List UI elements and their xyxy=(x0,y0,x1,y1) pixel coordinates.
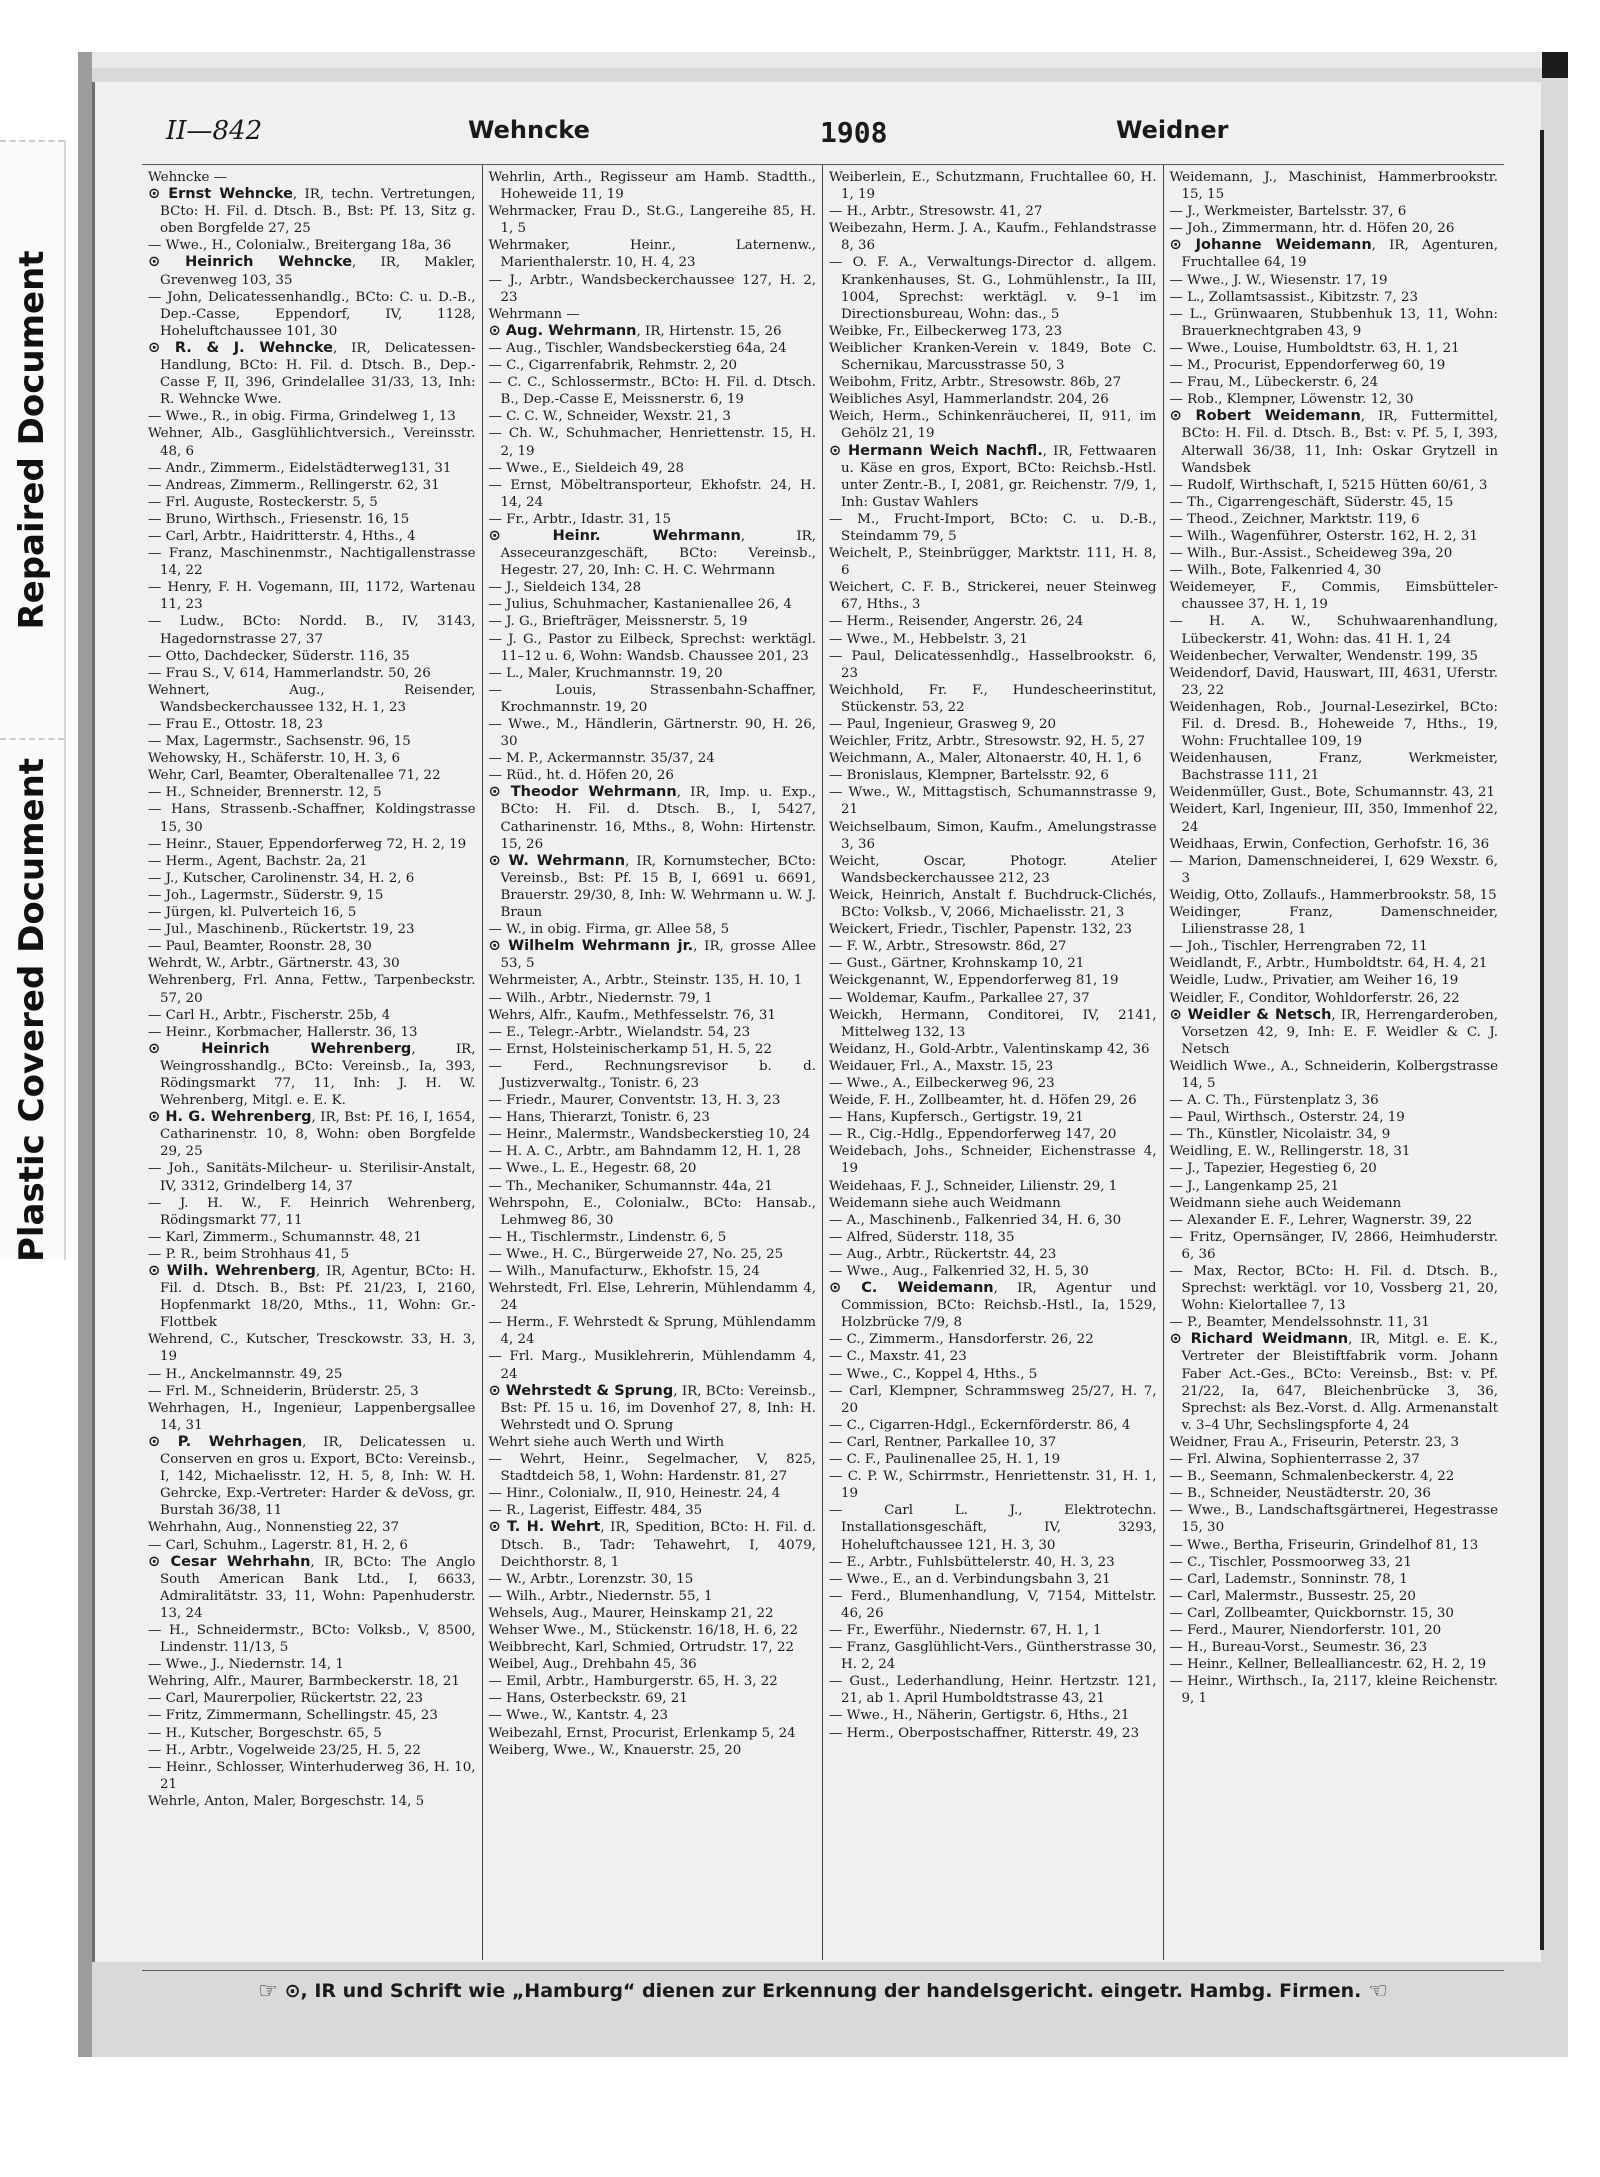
directory-entry: Weidenbecher, Verwalter, Wendenstr. 199, 35 xyxy=(1169,648,1478,664)
directory-entry: Weidler, F., Conditor, Wohldorferstr. 26, 22 xyxy=(1169,990,1460,1006)
directory-entry: ⊙ P. Wehrhagen, IR, Delicatessen u. Conserven en gros u. Export, BCto: Vereinsb., I, 142, Michaelisstr. 12, H. 5, 8, Inh: W. H. Gehrcke, Exp.-Vertreter: Harder & deVoss, gr. Burstah 36/38, 11 xyxy=(148,1433,476,1519)
directory-entry: ⊙ Weidler & Netsch, IR, Herrengarderoben, Vorsetzen 42, 9, Inh: E. F. Weidler & C. J. Netsch xyxy=(1169,1006,1498,1057)
directory-entry: — Wwe., E., an d. Verbindungsbahn 3, 21 xyxy=(829,1571,1111,1587)
directory-entry: Weidlandt, F., Arbtr., Humboldtstr. 64, H. 4, 21 xyxy=(1169,956,1488,972)
column-4 xyxy=(1164,165,1505,1960)
directory-entry: Wehner, Alb., Gasglühlichtversich., Vereinsstr. 48, 6 xyxy=(148,426,476,459)
directory-columns xyxy=(142,164,1504,1960)
directory-entry: ⊙ Wehrstedt & Sprung, IR, BCto: Vereinsb., Bst: Pf. 15 u. 16, im Dovenhof 27, 8, Inh: H. Wehrstedt und O. Sprung xyxy=(488,1382,816,1433)
directory-entry: Wehrstedt, Frl. Else, Lehrerin, Mühlendamm 4, 24 xyxy=(488,1281,816,1314)
directory-entry: — Wilh., Bote, Falkenried 4, 30 xyxy=(1169,563,1382,579)
directory-entry: — L., Grünwaaren, Stubbenhuk 13, 11, Wohn: Brauerknechtgraben 43, 9 xyxy=(1169,306,1498,339)
directory-entry: — Wwe., H., Näherin, Gertigstr. 6, Hths., 21 xyxy=(829,1708,1130,1724)
directory-entry: ⊙ Johanne Weidemann, IR, Agenturen, Fruchtallee 64, 19 xyxy=(1169,237,1498,271)
plastic-covered-label: Plastic Covered Document xyxy=(12,757,52,1263)
directory-entry: — Paul, Ingenieur, Grasweg 9, 20 xyxy=(829,717,1057,732)
directory-entry: ⊙ Wilh. Wehrenberg, IR, Agentur, BCto: H. Fil. d. Dtsch. B., Bst: Pf. 21/23, I, 2160, Hopfenmarkt 18/20, Mths., 11, Wohn: Gr.-Flottbek xyxy=(148,1263,476,1331)
directory-entry: — Max, Rector, BCto: H. Fil. d. Dtsch. B., Sprechst: werktägl. vor 10, Vossberg 21, 20, Wohn: Kielortallee 7, 13 xyxy=(1169,1264,1498,1314)
directory-entry: Weidert, Karl, Ingenieur, III, 350, Immenhof 22, 24 xyxy=(1169,802,1498,835)
directory-entry: — Hans, Kupfersch., Gertigstr. 19, 21 xyxy=(829,1110,1084,1126)
directory-entry: — Th., Mechaniker, Schumannstr. 44a, 21 xyxy=(488,1178,773,1194)
directory-entry: — M., Procurist, Eppendorferweg 60, 19 xyxy=(1169,358,1446,374)
directory-entry: — C. F., Paulinenallee 25, H. 1, 19 xyxy=(829,1452,1061,1468)
directory-entry: — Wwe., H., Colonialw., Breitergang 18a, 36 xyxy=(148,238,452,254)
directory-entry: Wehrmacker, Frau D., St.G., Langereihe 85, H. 1, 5 xyxy=(488,204,816,237)
directory-entry: — J., Tapezier, Hegestieg 6, 20 xyxy=(1169,1161,1377,1177)
directory-entry: Weichert, C. F. B., Strickerei, neuer Steinweg 67, Hths., 3 xyxy=(829,580,1157,613)
directory-entry: Wehrspohn, E., Colonialw., BCto: Hansab., Lehmweg 86, 30 xyxy=(488,1195,816,1228)
directory-entry: — Carl, Rentner, Parkallee 10, 37 xyxy=(829,1434,1057,1450)
directory-entry: — E., Arbtr., Fuhlsbüttelerstr. 40, H. 3, 23 xyxy=(829,1554,1115,1570)
page-header xyxy=(138,116,1518,160)
directory-entry: — Ferd., Blumenhandlung, V, 7154, Mittelstr. 46, 26 xyxy=(829,1588,1157,1621)
directory-entry: — H., Tischlermstr., Lindenstr. 6, 5 xyxy=(488,1229,727,1245)
directory-entry: — W., in obig. Firma, gr. Allee 58, 5 xyxy=(488,922,730,938)
directory-entry: — Carl, Arbtr., Haidritterstr. 4, Hths., 4 xyxy=(148,528,416,544)
directory-entry: — Woldemar, Kaufm., Parkallee 27, 37 xyxy=(829,990,1090,1006)
column-2 xyxy=(483,165,824,1960)
directory-entry: Weickgenannt, W., Eppendorferweg 81, 19 xyxy=(829,973,1119,989)
directory-entry: — Paul, Wirthsch., Osterstr. 24, 19 xyxy=(1169,1110,1405,1126)
directory-entry: Weichhold, Fr. F., Hundescheerinstitut, Stückenstr. 53, 22 xyxy=(829,682,1157,715)
directory-entry: — J. G., Pastor zu Eilbeck, Sprechst: werktägl. 11–12 u. 6, Wohn: Wandsb. Chaussee 201, 23 xyxy=(488,631,816,664)
directory-entry: — Joh., Sanitäts-Milcheur- u. Sterilisir-Anstalt, IV, 3312, Grindelberg 14, 37 xyxy=(148,1161,476,1194)
directory-entry: — Carl, Zollbeamter, Quickbornstr. 15, 30 xyxy=(1169,1605,1454,1621)
directory-entry: Weickh, Hermann, Conditorei, IV, 2141, Mittelweg 132, 13 xyxy=(829,1007,1157,1040)
directory-entry: — Marion, Damenschneiderei, I, 629 Wexstr. 6, 3 xyxy=(1169,853,1498,886)
directory-entry: — Fritz, Zimmermann, Schellingstr. 45, 23 xyxy=(148,1708,438,1724)
repaired-document-label: Repaired Document xyxy=(12,250,52,630)
directory-entry: Wehring, Alfr., Maurer, Barmbeckerstr. 18, 21 xyxy=(148,1674,460,1690)
directory-entry: — B., Schneider, Neustädterstr. 20, 36 xyxy=(1169,1486,1431,1502)
directory-entry: — J. G., Briefträger, Meissnerstr. 5, 19 xyxy=(488,614,748,630)
directory-entry: — Theod., Zeichner, Marktstr. 119, 6 xyxy=(1169,511,1420,527)
directory-entry: Weidanz, H., Gold-Arbtr., Valentinskamp 42, 36 xyxy=(829,1041,1150,1057)
directory-entry: Wehrenberg, Frl. Anna, Fettw., Tarpenbeckstr. 57, 20 xyxy=(148,973,476,1006)
directory-entry: — A. C. Th., Fürstenplatz 3, 36 xyxy=(1169,1093,1379,1109)
directory-entry: — Frau E., Ottostr. 18, 23 xyxy=(148,717,323,732)
page-number: II—842 xyxy=(166,116,263,146)
directory-entry: — Hinr., Colonialw., II, 910, Heinestr. 24, 4 xyxy=(488,1486,781,1502)
directory-entry: — Carl, Malermstr., Bussestr. 25, 20 xyxy=(1169,1588,1416,1604)
page-left-edge xyxy=(78,52,92,2057)
directory-entry: Weibohm, Fritz, Arbtr., Stresowstr. 86b, 27 xyxy=(829,375,1122,391)
directory-entry: Weichler, Fritz, Arbtr., Stresowstr. 92, H. 5, 27 xyxy=(829,734,1146,750)
directory-entry: — Carl H., Arbtr., Fischerstr. 25b, 4 xyxy=(148,1007,391,1023)
directory-entry: — C. C. W., Schneider, Wexstr. 21, 3 xyxy=(488,409,731,425)
directory-entry: ⊙ W. Wehrmann, IR, Kornumstecher, BCto: Vereinsb., Bst: Pf. 15 B, I, 6691 u. 6691, Brauerstr. 29/30, 8, Inh: W. Wehrmann u. W. J. Braun xyxy=(488,852,816,921)
directory-entry: Weidinger, Franz, Damenschneider, Lilienstrasse 28, 1 xyxy=(1169,905,1498,938)
directory-entry: — Gust., Gärtner, Krohnskamp 10, 21 xyxy=(829,956,1085,972)
directory-entry: — M. P., Ackermannstr. 35/37, 24 xyxy=(488,751,715,767)
directory-entry: — C., Zimmerm., Hansdorferstr. 26, 22 xyxy=(829,1332,1094,1348)
directory-entry: — Wilh., Manufacturw., Ekhofstr. 15, 24 xyxy=(488,1264,760,1279)
directory-entry: — Heinr., Kellner, Bellealliancestr. 62, H. 2, 19 xyxy=(1169,1657,1487,1673)
directory-entry: ⊙ Heinrich Wehncke, IR, Makler, Grevenweg 103, 35 xyxy=(148,254,476,288)
directory-entry: Weiberg, Wwe., W., Knauerstr. 25, 20 xyxy=(488,1742,742,1758)
directory-entry: ⊙ T. H. Wehrt, IR, Spedition, BCto: H. Fil. d. Dtsch. B., Tadr: Tehawehrt, I, 4079, Deichthorstr. 8, 1 xyxy=(488,1519,816,1570)
directory-entry: — J., Werkmeister, Bartelsstr. 37, 6 xyxy=(1169,204,1407,220)
directory-entry: ⊙ Wilhelm Wehrmann jr., IR, grosse Allee 53, 5 xyxy=(488,938,816,972)
directory-entry: — Rob., Klempner, Löwenstr. 12, 30 xyxy=(1169,392,1414,408)
directory-entry: — Wwe., L. E., Hegestr. 68, 20 xyxy=(488,1161,697,1177)
directory-entry: — Wwe., B., Landschaftsgärtnerei, Hegestrasse 15, 30 xyxy=(1169,1503,1498,1536)
directory-entry: — Alexander E. F., Lehrer, Wagnerstr. 39, 22 xyxy=(1169,1212,1473,1228)
directory-entry: — P. R., beim Strohhaus 41, 5 xyxy=(148,1246,350,1262)
directory-entry: Weidenhagen, Rob., Journal-Lesezirkel, BCto: Fil. d. Dresd. B., Hoheweide 7, Hths., 19, Wohn: Fruchtallee 109, 19 xyxy=(1169,699,1498,750)
directory-entry: — Louis, Strassenbahn-Schaffner, Krochmannstr. 19, 20 xyxy=(488,682,816,715)
directory-entry: — C., Tischler, Possmoorweg 33, 21 xyxy=(1169,1554,1412,1570)
directory-entry: ⊙ Cesar Wehrhahn, IR, BCto: The Anglo South American Bank Ltd., I, 6633, Admiralitätstr. 33, 11, Wohn: Papenhuderstr. 13, 24 xyxy=(148,1553,476,1621)
directory-entry: — H., Arbtr., Stresowstr. 41, 27 xyxy=(829,204,1043,220)
directory-entry: — Frl. Marg., Musiklehrerin, Mühlendamm 4, 24 xyxy=(488,1349,816,1382)
directory-entry: Wehrmann — xyxy=(488,306,580,322)
directory-entry: — Wwe., A., Eilbeckerweg 96, 23 xyxy=(829,1075,1055,1091)
column-3 xyxy=(823,165,1164,1960)
directory-entry: — Heinr., Schlosser, Winterhuderweg 36, H. 10, 21 xyxy=(148,1759,476,1792)
directory-entry: — J., Sieldeich 134, 28 xyxy=(488,580,642,596)
directory-entry: — Wwe., H. C., Bürgerweide 27, No. 25, 25 xyxy=(488,1246,784,1262)
directory-entry: — Gust., Lederhandlung, Heinr. Hertzstr. 121, 21, ab 1. April Humboldtstrasse 43, 21 xyxy=(829,1674,1157,1707)
directory-entry: — C., Maxstr. 41, 23 xyxy=(829,1349,967,1365)
directory-entry: — H., Schneidermstr., BCto: Volksb., V, 8500, Lindenstr. 11/13, 5 xyxy=(148,1622,476,1656)
directory-entry: Weidhaas, Erwin, Confection, Gerhofstr. 16, 36 xyxy=(1169,836,1490,852)
directory-entry: — Bronislaus, Klempner, Bartelsstr. 92, 6 xyxy=(829,768,1109,784)
directory-entry: — Ferd., Rechnungsrevisor b. d. Justizverwaltg., Tonistr. 6, 23 xyxy=(488,1058,816,1091)
directory-entry: — H. A. C., Arbtr., am Bahndamm 12, H. 1, 28 xyxy=(488,1144,801,1160)
directory-entry: — J., Kutscher, Carolinenstr. 34, H. 2, 6 xyxy=(148,870,415,886)
directory-entry: — Rudolf, Wirthschaft, I, 5215 Hütten 60/61, 3 xyxy=(1169,477,1488,493)
directory-entry: — H., Kutscher, Borgeschstr. 65, 5 xyxy=(148,1725,382,1741)
directory-entry: — H., Anckelmannstr. 49, 25 xyxy=(148,1366,343,1382)
directory-entry: — Frl. M., Schneiderin, Brüderstr. 25, 3 xyxy=(148,1383,419,1399)
directory-entry: — Bruno, Wirthsch., Friesenstr. 16, 15 xyxy=(148,511,410,527)
directory-entry: — Th., Künstler, Nicolaistr. 34, 9 xyxy=(1169,1127,1391,1143)
directory-entry: — J., Langenkamp 25, 21 xyxy=(1169,1178,1340,1194)
directory-entry: ⊙ Richard Weidmann, IR, Mitgl. e. E. K., Vertreter der Bleistiftfabrik vorm. Johann Faber Act.-Ges., BCto: Vereinsb., Bst: v. Pf. 21/22, Ia, 647, Bleichenbrücke 3, 36, Sprechst: als Bez.-Vorst. d. Allg. Armenanstalt v. 3–4 Uhr, Sechslingspforte 4, 24 xyxy=(1169,1331,1498,1433)
directory-entry: — Heinr., Korbmacher, Hallerstr. 36, 13 xyxy=(148,1024,418,1040)
directory-entry: — Frl. Auguste, Rosteckerstr. 5, 5 xyxy=(148,494,378,510)
page-footer xyxy=(142,1970,1504,2004)
directory-entry: Weidenhausen, Franz, Werkmeister, Bachstrasse 111, 21 xyxy=(1169,751,1498,784)
directory-entry: — C., Cigarrenfabrik, Rehmstr. 2, 20 xyxy=(488,358,738,374)
corner-mark xyxy=(1542,52,1568,78)
first-entry-word: Wehncke xyxy=(468,116,590,144)
directory-entry: — Emil, Arbtr., Hamburgerstr. 65, H. 3, 22 xyxy=(488,1674,778,1690)
directory-entry: — Carl, Maurerpolier, Rückertstr. 22, 23 xyxy=(148,1691,423,1707)
directory-entry: — Ch. W., Schuhmacher, Henriettenstr. 15, H. 2, 19 xyxy=(488,426,816,459)
directory-entry: — Jul., Maschinenb., Rückertstr. 19, 23 xyxy=(148,922,415,938)
directory-entry: — Andreas, Zimmerm., Rellingerstr. 62, 31 xyxy=(148,477,440,493)
directory-entry: — Wwe., Bertha, Friseurin, Grindelhof 81, 13 xyxy=(1169,1537,1479,1553)
directory-entry: Weibel, Aug., Drehbahn 45, 36 xyxy=(488,1657,697,1673)
directory-entry: — Frl. Alwina, Sophienterrasse 2, 37 xyxy=(1169,1452,1420,1468)
directory-entry: — Herm., Agent, Bachstr. 2a, 21 xyxy=(148,853,368,869)
directory-entry: ⊙ C. Weidemann, IR, Agentur und Commission, BCto: Reichsb.-Hstl., Ia, 1529, Holzbrücke 7/9, 8 xyxy=(829,1280,1157,1331)
directory-entry: Weiberlein, E., Schutzmann, Fruchtallee 60, H. 1, 19 xyxy=(829,170,1157,203)
directory-entry: — Hans, Osterbeckstr. 69, 21 xyxy=(488,1691,688,1707)
directory-entry: — C. P. W., Schirrmstr., Henriettenstr. 31, H. 1, 19 xyxy=(829,1469,1157,1502)
directory-entry: — Joh., Tischler, Herrengraben 72, 11 xyxy=(1169,939,1428,955)
directory-entry: ⊙ Robert Weidemann, IR, Futtermittel, BCto: H. Fil. d. Dtsch. B., Bst: v. Pf. 5, I, 393, Alterwall 36/38, 11, Inh: Oskar Grytzell in Wandsbek xyxy=(1169,408,1498,476)
directory-entry: — Paul, Delicatessenhdlg., Hasselbrookstr. 6, 23 xyxy=(829,648,1157,681)
directory-entry: — O. F. A., Verwaltungs-Director d. allgem. Krankenhauses, St. G., Lohmühlenstr., Ia III, 1004, Sprechst: werktägl. v. 9–1 im Directionsbureau, Wohn: das., 5 xyxy=(829,255,1157,322)
directory-entry: Wehrdt, W., Arbtr., Gärtnerstr. 43, 30 xyxy=(148,956,400,972)
edition-year: 1908 xyxy=(820,116,888,149)
directory-entry: — Wilh., Arbtr., Niedernstr. 79, 1 xyxy=(488,990,713,1006)
directory-entry: — Rüd., ht. d. Höfen 20, 26 xyxy=(488,768,674,784)
directory-entry: — Fritz, Opernsänger, IV, 2866, Heimhuderstr. 6, 36 xyxy=(1169,1229,1498,1262)
directory-entry: Weichelt, P., Steinbrügger, Marktstr. 111, H. 8, 6 xyxy=(829,546,1157,579)
directory-entry: ⊙ R. & J. Wehncke, IR, Delicatessen-Handlung, BCto: H. Fil. d. Dtsch. B., Dep.-Casse F, II, 396, Grindelallee 31/33, 13, Inh: R. Wehncke Wwe. xyxy=(148,339,476,408)
directory-entry: — H. A. W., Schuhwaarenhandlung, Lübeckerstr. 41, Wohn: das. 41 H. 1, 24 xyxy=(1169,614,1498,647)
directory-entry: Weicht, Oscar, Photogr. Atelier Wandsbeckerchaussee 212, 23 xyxy=(829,853,1157,886)
directory-entry: — H., Arbtr., Vogelweide 23/25, H. 5, 22 xyxy=(148,1742,421,1758)
directory-entry: — Herm., Oberpostschaffner, Ritterstr. 49, 23 xyxy=(829,1725,1140,1741)
right-margin-rule xyxy=(1540,130,1544,1950)
directory-entry: — Henry, F. H. Vogemann, III, 1172, Wartenau 11, 23 xyxy=(148,580,476,613)
directory-entry: — Wwe., J. W., Wiesenstr. 17, 19 xyxy=(1169,272,1388,288)
directory-entry: — R., Lagerist, Eiffestr. 484, 35 xyxy=(488,1503,703,1519)
directory-entry: Wehrt siehe auch Werth und Wirth xyxy=(488,1434,725,1450)
directory-entry: — J. H. W., F. Heinrich Wehrenberg, Rödingsmarkt 77, 11 xyxy=(148,1195,476,1228)
directory-entry: — Franz, Gasglühlicht-Vers., Güntherstrasse 30, H. 2, 24 xyxy=(829,1640,1157,1673)
pointing-hand-icon: ☞ xyxy=(258,1979,278,2004)
directory-entry: — Th., Cigarrengeschäft, Süderstr. 45, 15 xyxy=(1169,494,1454,510)
directory-entry: Weidling, E. W., Rellingerstr. 18, 31 xyxy=(1169,1144,1411,1160)
label-divider xyxy=(0,738,64,740)
directory-entry: Weichselbaum, Simon, Kaufm., Amelungstrasse 3, 36 xyxy=(829,819,1157,852)
directory-entry: Weidlich Wwe., A., Schneiderin, Kolbergstrasse 14, 5 xyxy=(1169,1058,1498,1091)
directory-entry: — Carl L. J., Elektrotechn. Installationsgeschäft, IV, 3293, Hoheluftchaussee 121, H. 3, 30 xyxy=(829,1503,1157,1553)
directory-entry: — Wilh., Wagenführer, Osterstr. 162, H. 2, 31 xyxy=(1169,528,1478,544)
directory-entry: Weidig, Otto, Zollaufs., Hammerbrookstr. 58, 15 xyxy=(1169,887,1497,903)
directory-entry: — P., Beamter, Mendelssohnstr. 11, 31 xyxy=(1169,1315,1430,1331)
directory-entry: — Karl, Zimmerm., Schumannstr. 48, 21 xyxy=(148,1229,422,1245)
directory-entry: ⊙ Aug. Wehrmann, IR, Hirtenstr. 15, 26 xyxy=(488,322,782,339)
directory-entry: — Wwe., C., Koppel 4, Hths., 5 xyxy=(829,1366,1038,1382)
directory-entry: — Friedr., Maurer, Conventstr. 13, H. 3, 23 xyxy=(488,1093,781,1109)
directory-entry: ⊙ Hermann Weich Nachfl., IR, Fettwaaren u. Käse en gros, Export, BCto: Reichsb.-Hstl. unter Zentr.-B., I, 2081, gr. Reichenstr. 7/9, 1, Inh: Gustav Wahlers xyxy=(829,442,1157,510)
pointing-hand-icon: ☜ xyxy=(1368,1979,1388,2004)
footer-note: ⊙, IR und Schrift wie „Hamburg“ dienen zur Erkennung der handelsgericht. eingetr. Hambg. Firmen. xyxy=(284,1980,1362,2002)
directory-entry: Wehnert, Aug., Reisender, Wandsbeckerchaussee 132, H. 1, 23 xyxy=(148,682,476,715)
directory-entry: ⊙ Ernst Wehncke, IR, techn. Vertretungen, BCto: H. Fil. d. Dtsch. B., Bst: Pf. 13, Sitz g. oben Borgfelde 27, 25 xyxy=(148,186,476,237)
directory-entry: — Wwe., W., Mittagstisch, Schumannstrasse 9, 21 xyxy=(829,785,1157,818)
directory-entry: — E., Telegr.-Arbtr., Wielandstr. 54, 23 xyxy=(488,1024,751,1040)
directory-entry: Weibezahn, Herm. J. A., Kaufm., Fehlandstrasse 8, 36 xyxy=(829,221,1157,254)
directory-entry: — A., Maschinenb., Falkenried 34, H. 6, 30 xyxy=(829,1212,1122,1228)
directory-entry: — Herm., Reisender, Angerstr. 26, 24 xyxy=(829,614,1084,630)
directory-entry: Weidebach, Johs., Schneider, Eichenstrasse 4, 19 xyxy=(829,1144,1157,1177)
directory-entry: — Ernst, Möbeltransporteur, Ekhofstr. 24, H. 14, 24 xyxy=(488,477,816,510)
directory-entry: — Max, Lagermstr., Sachsenstr. 96, 15 xyxy=(148,734,411,750)
directory-entry: — Aug., Arbtr., Rückertstr. 44, 23 xyxy=(829,1246,1057,1262)
directory-entry: Weich, Herm., Schinkenräucherei, II, 911, im Gehölz 21, 19 xyxy=(829,409,1157,442)
directory-entry: — Heinr., Wirthsch., Ia, 2117, kleine Reichenstr. 9, 1 xyxy=(1169,1674,1498,1707)
scanned-page xyxy=(78,52,1568,2057)
directory-entry: Wehrs, Alfr., Kaufm., Methfesselstr. 76, 31 xyxy=(488,1007,776,1023)
directory-entry: Wehrhagen, H., Ingenieur, Lappenbergsallee 14, 31 xyxy=(148,1400,476,1433)
directory-entry: — Wwe., W., Kantstr. 4, 23 xyxy=(488,1708,669,1724)
directory-entry: — Heinr., Malermstr., Wandsbeckerstieg 10, 24 xyxy=(488,1127,811,1143)
directory-entry: Weidner, Frau A., Friseurin, Peterstr. 23, 3 xyxy=(1169,1434,1459,1450)
directory-entry: — Heinr., Stauer, Eppendorferweg 72, H. 2, 19 xyxy=(148,836,467,852)
directory-entry: — H., Schneider, Brennerstr. 12, 5 xyxy=(148,785,382,801)
directory-entry: — Hans, Strassenb.-Schaffner, Koldingstrasse 15, 30 xyxy=(148,802,476,835)
directory-entry: — Carl, Schuhm., Lagerstr. 81, H. 2, 6 xyxy=(148,1537,408,1553)
directory-entry: — John, Delicatessenhandlg., BCto: C. u. D.-B., Dep.-Casse, Eppendorf, IV, 1128, Hoheluftchaussee 101, 30 xyxy=(148,289,476,339)
directory-entry: — H., Bureau-Vorst., Seumestr. 36, 23 xyxy=(1169,1640,1428,1656)
directory-entry: — L., Maler, Kruchmannstr. 19, 20 xyxy=(488,665,723,681)
directory-entry: — Franz, Maschinenmstr., Nachtigallenstrasse 14, 22 xyxy=(148,546,476,579)
directory-entry: Weidemann, J., Maschinist, Hammerbrookstr. 15, 15 xyxy=(1169,170,1498,203)
directory-entry: — J., Arbtr., Wandsbeckerchaussee 127, H. 2, 23 xyxy=(488,272,816,305)
directory-entry: — Julius, Schuhmacher, Kastanienallee 26, 4 xyxy=(488,597,792,613)
directory-entry: Wehser Wwe., M., Stückenstr. 16/18, H. 6, 22 xyxy=(488,1622,798,1638)
directory-entry: Weidemann siehe auch Weidmann xyxy=(829,1195,1061,1211)
column-1 xyxy=(142,165,483,1960)
directory-entry: — W., Arbtr., Lorenzstr. 30, 15 xyxy=(488,1571,694,1587)
directory-entry: — Fr., Arbtr., Idastr. 31, 15 xyxy=(488,511,671,527)
directory-entry: — Wwe., J., Niedernstr. 14, 1 xyxy=(148,1657,344,1673)
directory-entry: — Joh., Zimmermann, htr. d. Höfen 20, 26 xyxy=(1169,221,1455,237)
directory-entry: Weichmann, A., Maler, Altonaerstr. 40, H. 1, 6 xyxy=(829,751,1142,767)
directory-entry: Wehrmaker, Heinr., Laternenw., Marienthalerstr. 10, H. 4, 23 xyxy=(488,238,816,271)
directory-entry: — M., Frucht-Import, BCto: C. u. D.-B., Steindamm 79, 5 xyxy=(829,511,1157,544)
directory-entry: — Hans, Thierarzt, Tonistr. 6, 23 xyxy=(488,1110,710,1126)
directory-entry: Wehrhahn, Aug., Nonnenstieg 22, 37 xyxy=(148,1520,400,1536)
directory-entry: — R., Cig.-Hdlg., Eppendorferweg 147, 20 xyxy=(829,1127,1117,1143)
directory-entry: Weibezahl, Ernst, Procurist, Erlenkamp 5, 24 xyxy=(488,1725,796,1741)
directory-entry: Wehsels, Aug., Maurer, Heinskamp 21, 22 xyxy=(488,1605,774,1621)
directory-entry: Weibliches Asyl, Hammerlandstr. 204, 26 xyxy=(829,392,1109,408)
directory-entry: ⊙ Heinr. Wehrmann, IR, Asseceuranzgeschäft, BCto: Vereinsb., Hegestr. 27, 20, Inh: C. H. C. Wehrmann xyxy=(488,527,816,579)
directory-entry: — Wwe., Louise, Humboldtstr. 63, H. 1, 21 xyxy=(1169,340,1460,356)
directory-entry: — Ludw., BCto: Nordd. B., IV, 3143, Hagedornstrasse 27, 37 xyxy=(148,614,476,647)
directory-entry: — Joh., Lagermstr., Süderstr. 9, 15 xyxy=(148,887,384,903)
directory-entry: — Otto, Dachdecker, Süderstr. 116, 35 xyxy=(148,648,410,664)
directory-entry: Weibke, Fr., Eilbeckerweg 173, 23 xyxy=(829,323,1063,339)
directory-entry: — Frau, M., Lübeckerstr. 6, 24 xyxy=(1169,375,1379,391)
directory-entry: Weidmann siehe auch Weidemann xyxy=(1169,1195,1402,1211)
directory-entry: Weidauer, Frl., A., Maxstr. 15, 23 xyxy=(829,1058,1054,1074)
directory-entry: — Aug., Tischler, Wandsbeckerstieg 64a, 24 xyxy=(488,340,787,356)
directory-entry: Wehncke — xyxy=(148,170,228,185)
directory-entry: ⊙ H. G. Wehrenberg, IR, Bst: Pf. 16, I, 1654, Catharinenstr. 10, 8, Wohn: oben Borgfelde 29, 25 xyxy=(148,1109,476,1160)
directory-entry: — F. W., Arbtr., Stresowstr. 86d, 27 xyxy=(829,939,1067,955)
directory-entry: — Wwe., M., Hebbelstr. 3, 21 xyxy=(829,631,1028,647)
directory-entry: Wehrmeister, A., Arbtr., Steinstr. 135, H. 10, 1 xyxy=(488,973,803,989)
directory-entry: — Wwe., R., in obig. Firma, Grindelweg 1, 13 xyxy=(148,409,456,425)
directory-entry: Weidendorf, David, Hauswart, III, 4631, Uferstr. 23, 22 xyxy=(1169,665,1498,698)
directory-entry: — B., Seemann, Schmalenbeckerstr. 4, 22 xyxy=(1169,1469,1455,1485)
directory-entry: — Ernst, Holsteinischerkamp 51, H. 5, 22 xyxy=(488,1041,772,1057)
directory-entry: — Alfred, Süderstr. 118, 35 xyxy=(829,1229,1015,1245)
directory-entry: — Wehrt, Heinr., Segelmacher, V, 825, Stadtdeich 58, 1, Wohn: Hardenstr. 81, 27 xyxy=(488,1452,816,1485)
directory-entry: — Wwe., M., Händlerin, Gärtnerstr. 90, H. 26, 30 xyxy=(488,717,816,750)
directory-entry: — C. C., Schlossermstr., BCto: H. Fil. d. Dtsch. B., Dep.-Casse E, Meissnerstr. 6, 19 xyxy=(488,375,816,408)
directory-entry: Weidemeyer, F., Commis, Eimsbütteler-chaussee 37, H. 1, 19 xyxy=(1169,580,1498,613)
directory-entry: Weiblicher Kranken-Verein v. 1849, Bote C. Schernikau, Marcusstrasse 50, 3 xyxy=(829,340,1157,374)
directory-entry: ⊙ Theodor Wehrmann, IR, Imp. u. Exp., BCto: H. Fil. d. Dtsch. B., I, 5427, Catharinenstr. 16, Mths., 8, Wohn: Hirtenstr. 15, 26 xyxy=(488,784,816,852)
directory-entry: — Andr., Zimmerm., Eidelstädterweg131, 31 xyxy=(148,460,452,476)
directory-entry: Wehr, Carl, Beamter, Oberaltenallee 71, 22 xyxy=(148,768,441,784)
directory-entry: — Jürgen, kl. Pulverteich 16, 5 xyxy=(148,905,357,921)
directory-entry: — Wilh., Bur.-Assist., Scheideweg 39a, 20 xyxy=(1169,546,1453,562)
directory-entry: — Fr., Ewerführ., Niedernstr. 67, H. 1, 1 xyxy=(829,1622,1102,1638)
directory-entry: — Wwe., E., Sieldeich 49, 28 xyxy=(488,460,685,476)
directory-entry: — C., Cigarren-Hdgl., Eckernförderstr. 86, 4 xyxy=(829,1417,1131,1433)
directory-entry: Weidehaas, F. J., Schneider, Lilienstr. 29, 1 xyxy=(829,1178,1118,1194)
directory-entry: — Herm., F. Wehrstedt & Sprung, Mühlendamm 4, 24 xyxy=(488,1315,816,1348)
last-entry-word: Weidner xyxy=(1116,116,1229,144)
directory-entry: — Wilh., Arbtr., Niedernstr. 55, 1 xyxy=(488,1588,713,1604)
label-divider xyxy=(0,140,64,142)
directory-entry: — Wwe., Aug., Falkenried 32, H. 5, 30 xyxy=(829,1264,1089,1279)
directory-entry: Weick, Heinrich, Anstalt f. Buchdruck-Clichés, BCto: Volksb., V, 2066, Michaelisstr. 21, 3 xyxy=(829,887,1157,921)
directory-entry: Weidenmüller, Gust., Bote, Schumannstr. 43, 21 xyxy=(1169,785,1495,801)
directory-entry: — Ferd., Maurer, Niendorferstr. 101, 20 xyxy=(1169,1622,1442,1638)
directory-entry: Weickert, Friedr., Tischler, Papenstr. 132, 23 xyxy=(829,922,1133,938)
directory-entry: Wehowsky, H., Schäferstr. 10, H. 3, 6 xyxy=(148,751,401,767)
directory-entry: Wehrend, C., Kutscher, Tresckowstr. 33, H. 3, 19 xyxy=(148,1332,476,1365)
directory-entry: — Frau S., V, 614, Hammerlandstr. 50, 26 xyxy=(148,665,431,681)
directory-entry: — Carl, Klempner, Schrammsweg 25/27, H. 7, 20 xyxy=(829,1383,1157,1416)
directory-entry: Weibbrecht, Karl, Schmied, Ortrudstr. 17, 22 xyxy=(488,1640,794,1656)
directory-entry: Weidle, Ludw., Privatier, am Weiher 16, 19 xyxy=(1169,973,1459,989)
directory-entry: ⊙ Heinrich Wehrenberg, IR, Weingrosshandlg., BCto: Vereinsb., Ia, 393, Rödingsmarkt 77, 11, Inh: J. H. W. Wehrenberg, Mitgl. e. E. K. xyxy=(148,1040,476,1109)
directory-entry: Wehrlin, Arth., Regisseur am Hamb. Stadtth., Hoheweide 11, 19 xyxy=(488,170,816,203)
page-top-edge xyxy=(78,52,1568,68)
directory-entry: Weide, F. H., Zollbeamter, ht. d. Höfen 29, 26 xyxy=(829,1093,1137,1109)
directory-entry: — L., Zollamtsassist., Kibitzstr. 7, 23 xyxy=(1169,289,1419,305)
directory-entry: — Paul, Beamter, Roonstr. 28, 30 xyxy=(148,939,372,955)
directory-entry: — Carl, Lademstr., Sonninstr. 78, 1 xyxy=(1169,1571,1408,1587)
archive-label-strip xyxy=(0,140,66,1263)
directory-entry: Wehrle, Anton, Maler, Borgeschstr. 14, 5 xyxy=(148,1793,425,1809)
